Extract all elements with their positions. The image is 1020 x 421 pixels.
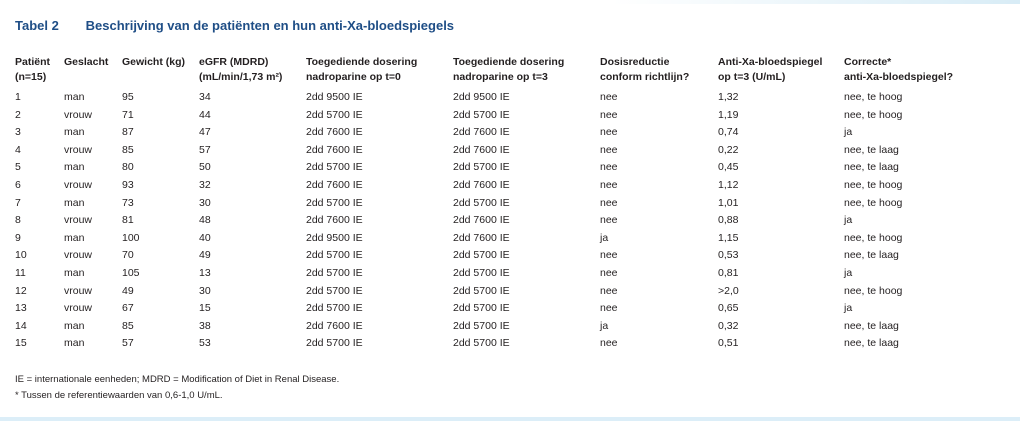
cell-patient: 10 bbox=[15, 249, 27, 262]
cell-sex: vrouw bbox=[64, 178, 93, 191]
table-row bbox=[15, 335, 984, 353]
cell-weight: 67 bbox=[122, 302, 134, 315]
cell-dose-t3: 2dd 5700 IE bbox=[453, 196, 510, 209]
cell-dose-t0: 2dd 7600 IE bbox=[306, 214, 363, 227]
table-body bbox=[15, 89, 984, 353]
cell-patient: 15 bbox=[15, 337, 27, 350]
cell-anti-xa-level: 1,12 bbox=[718, 178, 739, 191]
cell-egfr: 48 bbox=[199, 214, 211, 227]
cell-correct-level: ja bbox=[844, 214, 853, 227]
cell-dose-t0: 2dd 5700 IE bbox=[306, 196, 363, 209]
header-dose-reduction: Dosisreductie conform richtlijn? bbox=[600, 56, 690, 83]
cell-dose-reduction: nee bbox=[600, 284, 618, 297]
table-row bbox=[15, 212, 984, 230]
cell-anti-xa-level: 1,32 bbox=[718, 91, 739, 103]
cell-sex: man bbox=[64, 231, 85, 244]
footnote-abbreviations: IE = internationale eenheden; MDRD = Modification of Diet in Renal Disease. bbox=[15, 374, 340, 385]
cell-weight: 95 bbox=[122, 91, 134, 103]
cell-dose-t3: 2dd 9500 IE bbox=[453, 91, 510, 103]
cell-dose-t3: 2dd 5700 IE bbox=[453, 337, 510, 350]
header-dose-t0: Toegediende dosering nadroparine op t=0 bbox=[306, 56, 418, 83]
cell-weight: 70 bbox=[122, 249, 134, 262]
table-row bbox=[15, 89, 984, 107]
header-egfr: eGFR (MDRD) (mL/min/1,73 m²) bbox=[199, 56, 283, 83]
cell-correct-level: nee, te hoog bbox=[844, 178, 903, 191]
cell-anti-xa-level: 0,22 bbox=[718, 143, 739, 156]
cell-correct-level: nee, te laag bbox=[844, 319, 899, 332]
cell-egfr: 13 bbox=[199, 266, 211, 279]
table-caption bbox=[15, 18, 454, 33]
table-row bbox=[15, 300, 984, 318]
cell-anti-xa-level: 0,45 bbox=[718, 161, 739, 174]
cell-anti-xa-level: 0,74 bbox=[718, 126, 739, 139]
cell-correct-level: nee, te hoog bbox=[844, 108, 903, 121]
cell-weight: 73 bbox=[122, 196, 134, 209]
cell-dose-t3: 2dd 7600 IE bbox=[453, 126, 510, 139]
cell-weight: 49 bbox=[122, 284, 134, 297]
cell-patient: 5 bbox=[15, 161, 21, 174]
header-weight: Gewicht (kg) bbox=[122, 56, 186, 68]
cell-patient: 8 bbox=[15, 214, 21, 227]
table-row bbox=[15, 230, 984, 248]
header-patient: Patiënt (n=15) bbox=[15, 56, 51, 83]
cell-dose-t0: 2dd 5700 IE bbox=[306, 108, 363, 121]
cell-dose-t0: 2dd 5700 IE bbox=[306, 337, 363, 350]
cell-egfr: 38 bbox=[199, 319, 211, 332]
cell-sex: vrouw bbox=[64, 249, 93, 262]
cell-sex: vrouw bbox=[64, 284, 93, 297]
table-row bbox=[15, 265, 984, 283]
cell-dose-reduction: nee bbox=[600, 249, 618, 262]
cell-patient: 2 bbox=[15, 108, 21, 121]
cell-dose-reduction: nee bbox=[600, 178, 618, 191]
cell-patient: 3 bbox=[15, 126, 21, 139]
cell-sex: vrouw bbox=[64, 143, 93, 156]
cell-anti-xa-level: 0,65 bbox=[718, 302, 739, 315]
cell-egfr: 49 bbox=[199, 249, 211, 262]
cell-dose-reduction: nee bbox=[600, 337, 618, 350]
cell-sex: vrouw bbox=[64, 214, 93, 227]
cell-correct-level: ja bbox=[844, 302, 853, 315]
cell-anti-xa-level: 0,32 bbox=[718, 319, 739, 332]
cell-dose-t3: 2dd 5700 IE bbox=[453, 161, 510, 174]
cell-sex: man bbox=[64, 266, 85, 279]
cell-sex: man bbox=[64, 337, 85, 350]
cell-dose-t0: 2dd 5700 IE bbox=[306, 266, 363, 279]
cell-dose-t0: 2dd 7600 IE bbox=[306, 143, 363, 156]
cell-dose-t3: 2dd 5700 IE bbox=[453, 249, 510, 262]
cell-correct-level: ja bbox=[844, 266, 853, 279]
cell-correct-level: nee, te hoog bbox=[844, 91, 903, 103]
cell-egfr: 32 bbox=[199, 178, 211, 191]
cell-weight: 57 bbox=[122, 337, 134, 350]
cell-correct-level: nee, te laag bbox=[844, 143, 899, 156]
cell-dose-t0: 2dd 7600 IE bbox=[306, 126, 363, 139]
cell-egfr: 30 bbox=[199, 284, 211, 297]
cell-sex: man bbox=[64, 319, 85, 332]
cell-anti-xa-level: 0,81 bbox=[718, 266, 739, 279]
cell-weight: 85 bbox=[122, 319, 134, 332]
cell-dose-reduction: nee bbox=[600, 266, 618, 279]
cell-patient: 13 bbox=[15, 302, 27, 315]
cell-weight: 100 bbox=[122, 231, 140, 244]
header-correct-level: Correcte* anti-Xa-bloedspiegel? bbox=[844, 56, 954, 83]
table-number: Tabel 2 bbox=[15, 18, 59, 33]
cell-egfr: 57 bbox=[199, 143, 211, 156]
cell-correct-level: nee, te hoog bbox=[844, 196, 903, 209]
cell-dose-t0: 2dd 9500 IE bbox=[306, 231, 363, 244]
cell-dose-reduction: nee bbox=[600, 126, 618, 139]
cell-anti-xa-level: 1,19 bbox=[718, 108, 739, 121]
table-row bbox=[15, 247, 984, 265]
cell-dose-reduction: ja bbox=[600, 319, 609, 332]
cell-dose-t3: 2dd 7600 IE bbox=[453, 178, 510, 191]
table-row bbox=[15, 195, 984, 213]
cell-dose-t0: 2dd 7600 IE bbox=[306, 178, 363, 191]
footnotes bbox=[15, 372, 339, 404]
table-row bbox=[15, 283, 984, 301]
cell-weight: 105 bbox=[122, 266, 140, 279]
cell-sex: man bbox=[64, 126, 85, 139]
cell-weight: 81 bbox=[122, 214, 134, 227]
cell-anti-xa-level: 1,15 bbox=[718, 231, 739, 244]
cell-egfr: 15 bbox=[199, 302, 211, 315]
cell-dose-t0: 2dd 9500 IE bbox=[306, 91, 363, 103]
cell-dose-t3: 2dd 5700 IE bbox=[453, 108, 510, 121]
cell-weight: 71 bbox=[122, 108, 134, 121]
cell-correct-level: nee, te laag bbox=[844, 249, 899, 262]
cell-egfr: 50 bbox=[199, 161, 211, 174]
top-rule bbox=[0, 0, 1020, 4]
cell-patient: 14 bbox=[15, 319, 27, 332]
cell-sex: man bbox=[64, 91, 85, 103]
bottom-rule bbox=[0, 417, 1020, 421]
cell-dose-t3: 2dd 5700 IE bbox=[453, 284, 510, 297]
cell-sex: man bbox=[64, 161, 85, 174]
table-row bbox=[15, 159, 984, 177]
cell-correct-level: ja bbox=[844, 126, 853, 139]
cell-dose-t0: 2dd 5700 IE bbox=[306, 161, 363, 174]
cell-dose-reduction: nee bbox=[600, 108, 618, 121]
cell-dose-t3: 2dd 5700 IE bbox=[453, 302, 510, 315]
cell-dose-t3: 2dd 5700 IE bbox=[453, 319, 510, 332]
cell-anti-xa-level: 1,01 bbox=[718, 196, 739, 209]
cell-anti-xa-level: 0,88 bbox=[718, 214, 739, 227]
table-row bbox=[15, 318, 984, 336]
cell-sex: man bbox=[64, 196, 85, 209]
cell-weight: 87 bbox=[122, 126, 134, 139]
cell-egfr: 44 bbox=[199, 108, 211, 121]
cell-dose-reduction: nee bbox=[600, 214, 618, 227]
cell-dose-t3: 2dd 7600 IE bbox=[453, 214, 510, 227]
cell-dose-t0: 2dd 5700 IE bbox=[306, 249, 363, 262]
cell-patient: 9 bbox=[15, 231, 21, 244]
cell-patient: 1 bbox=[15, 91, 21, 103]
header-sex: Geslacht bbox=[64, 56, 109, 68]
cell-correct-level: nee, te laag bbox=[844, 337, 899, 350]
cell-dose-t0: 2dd 5700 IE bbox=[306, 302, 363, 315]
cell-correct-level: nee, te hoog bbox=[844, 231, 903, 244]
cell-anti-xa-level: 0,53 bbox=[718, 249, 739, 262]
header-row bbox=[15, 55, 984, 89]
cell-weight: 85 bbox=[122, 143, 134, 156]
cell-dose-reduction: nee bbox=[600, 143, 618, 156]
cell-dose-reduction: ja bbox=[600, 231, 609, 244]
table-row bbox=[15, 124, 984, 142]
cell-patient: 4 bbox=[15, 143, 21, 156]
header-anti-xa-level: Anti-Xa-bloedspiegel op t=3 (U/mL) bbox=[718, 56, 823, 83]
cell-anti-xa-level: >2,0 bbox=[718, 284, 739, 297]
cell-correct-level: nee, te hoog bbox=[844, 284, 903, 297]
cell-dose-reduction: nee bbox=[600, 196, 618, 209]
table-title: Beschrijving van de patiënten en hun anti-Xa-bloedspiegels bbox=[85, 18, 455, 33]
cell-dose-reduction: nee bbox=[600, 302, 618, 315]
table-row bbox=[15, 177, 984, 195]
cell-egfr: 47 bbox=[199, 126, 211, 139]
cell-dose-t0: 2dd 7600 IE bbox=[306, 319, 363, 332]
header-dose-t3: Toegediende dosering nadroparine op t=3 bbox=[453, 56, 565, 83]
patient-table bbox=[15, 55, 984, 353]
cell-dose-t3: 2dd 5700 IE bbox=[453, 266, 510, 279]
cell-weight: 80 bbox=[122, 161, 134, 174]
cell-patient: 6 bbox=[15, 178, 21, 191]
cell-dose-t3: 2dd 7600 IE bbox=[453, 143, 510, 156]
cell-weight: 93 bbox=[122, 178, 134, 191]
cell-dose-t3: 2dd 7600 IE bbox=[453, 231, 510, 244]
cell-patient: 11 bbox=[15, 266, 26, 279]
cell-egfr: 53 bbox=[199, 337, 211, 350]
footnote-reference-values: * Tussen de referentiewaarden van 0,6-1,0 U/mL. bbox=[15, 390, 223, 401]
cell-correct-level: nee, te laag bbox=[844, 161, 899, 174]
cell-sex: vrouw bbox=[64, 108, 93, 121]
cell-egfr: 30 bbox=[199, 196, 211, 209]
cell-egfr: 34 bbox=[199, 91, 211, 103]
cell-dose-reduction: nee bbox=[600, 91, 618, 103]
cell-egfr: 40 bbox=[199, 231, 211, 244]
cell-dose-t0: 2dd 5700 IE bbox=[306, 284, 363, 297]
cell-patient: 7 bbox=[15, 196, 21, 209]
cell-anti-xa-level: 0,51 bbox=[718, 337, 739, 350]
table-row bbox=[15, 142, 984, 160]
cell-sex: vrouw bbox=[64, 302, 93, 315]
cell-dose-reduction: nee bbox=[600, 161, 618, 174]
table-row bbox=[15, 107, 984, 125]
cell-patient: 12 bbox=[15, 284, 27, 297]
